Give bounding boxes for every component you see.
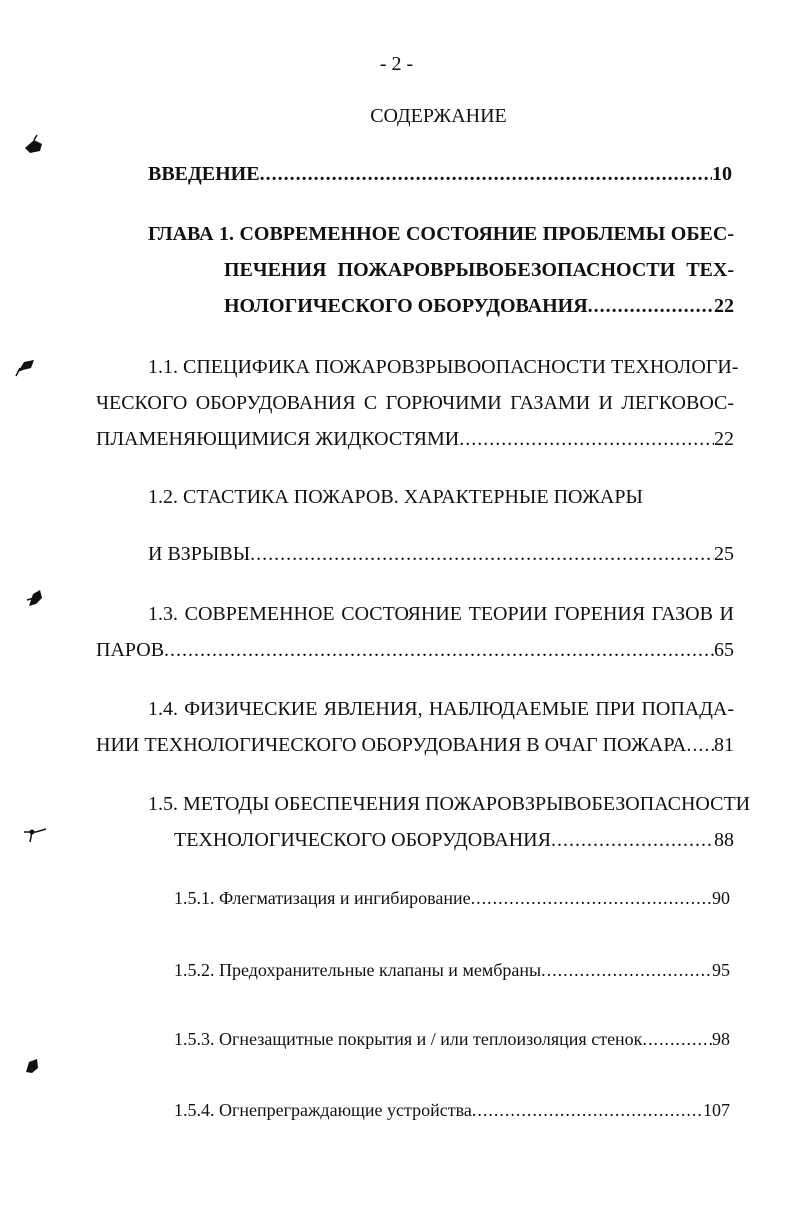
toc-page: 95 — [712, 960, 730, 980]
toc-label: ПАРОВ — [96, 639, 165, 661]
toc-subsection-1-5-1[interactable] — [174, 886, 730, 910]
scan-speck-icon — [22, 134, 46, 156]
toc-page: 98 — [712, 1029, 730, 1049]
toc-section-1-3-line1[interactable]: 1.3. СОВРЕМЕННОЕ СОСТОЯНИЕ ТЕОРИИ ГОРЕНИЯ ГАЗОВ И — [148, 603, 734, 625]
toc-page: 25 — [714, 543, 734, 565]
toc-label: 1.5.2. Предохранительные клапаны и мембраны — [174, 960, 542, 980]
toc-label: 1.5.4. Огнепреграждающие устройства — [174, 1100, 472, 1120]
toc-leader — [642, 1027, 712, 1051]
toc-section-1-1-line2[interactable]: ЧЕСКОГО ОБОРУДОВАНИЯ С ГОРЮЧИМИ ГАЗАМИ И ЛЕГКОВОС- — [96, 392, 734, 414]
toc-label: И ВЗРЫВЫ — [148, 543, 251, 565]
toc-subsection-1-5-2[interactable] — [174, 958, 730, 982]
toc-label: НИИ ТЕХНОЛОГИЧЕСКОГО ОБОРУДОВАНИЯ В ОЧАГ ПОЖАРА — [96, 734, 687, 756]
scan-speck-icon — [14, 356, 38, 378]
toc-page: 88 — [714, 829, 734, 851]
toc-section-1-5-line2[interactable] — [174, 828, 734, 852]
toc-section-1-2-line1[interactable]: 1.2. СТАСТИКА ПОЖАРОВ. ХАРАКТЕРНЫЕ ПОЖАРЫ — [148, 486, 643, 508]
toc-page: 22 — [714, 295, 734, 317]
toc-section-1-5-line1[interactable]: 1.5. МЕТОДЫ ОБЕСПЕЧЕНИЯ ПОЖАРОВЗРЫВОБЕЗОПАСНОСТИ — [148, 793, 751, 815]
toc-entry-intro[interactable] — [148, 162, 732, 186]
toc-leader — [551, 828, 714, 852]
scan-speck-icon — [22, 824, 50, 844]
scan-speck-icon — [22, 1056, 42, 1076]
toc-page: 81 — [714, 734, 734, 756]
toc-section-1-4-line1[interactable]: 1.4. ФИЗИЧЕСКИЕ ЯВЛЕНИЯ, НАБЛЮДАЕМЫЕ ПРИ ПОПАДА- — [148, 698, 734, 720]
toc-section-1-3-line2[interactable] — [96, 638, 734, 662]
toc-chapter1-line3[interactable] — [224, 294, 734, 318]
toc-section-1-2-line2[interactable] — [148, 542, 734, 566]
toc-section-1-1-line1[interactable]: 1.1. СПЕЦИФИКА ПОЖАРОВЗРЫВООПАСНОСТИ ТЕХНОЛОГИ- — [148, 356, 739, 378]
toc-subsection-1-5-4[interactable] — [174, 1098, 730, 1122]
toc-leader — [686, 733, 714, 757]
toc-page: 22 — [714, 428, 734, 450]
toc-label: 1.5.3. Огнезащитные покрытия и / или теплоизоляция стенок — [174, 1029, 643, 1049]
toc-page: 107 — [703, 1100, 730, 1120]
toc-leader — [588, 294, 714, 318]
toc-chapter1-line2[interactable]: ПЕЧЕНИЯ ПОЖАРОВРЫВОБЕЗОПАСНОСТИ ТЕХ- — [224, 259, 734, 281]
toc-subsection-1-5-3[interactable] — [174, 1027, 730, 1051]
toc-leader — [260, 162, 712, 186]
toc-leader — [471, 886, 712, 910]
toc-label: ВВЕДЕНИЕ — [148, 163, 260, 185]
toc-leader — [472, 1098, 703, 1122]
toc-page: 10 — [712, 163, 732, 185]
toc-label: НОЛОГИЧЕСКОГО ОБОРУДОВАНИЯ — [224, 295, 588, 317]
toc-leader — [541, 958, 712, 982]
page-title: СОДЕРЖАНИЕ — [370, 105, 507, 127]
toc-label: 1.5.1. Флегматизация и ингибирование — [174, 888, 471, 908]
toc-section-1-4-line2[interactable] — [96, 733, 734, 757]
toc-leader — [164, 638, 714, 662]
toc-leader — [459, 427, 714, 451]
toc-page: 90 — [712, 888, 730, 908]
toc-leader — [250, 542, 714, 566]
toc-label: ТЕХНОЛОГИЧЕСКОГО ОБОРУДОВАНИЯ — [174, 829, 551, 851]
toc-page: 65 — [714, 639, 734, 661]
toc-section-1-1-line3[interactable] — [96, 427, 734, 451]
toc-chapter1-line1[interactable]: ГЛАВА 1. СОВРЕМЕННОЕ СОСТОЯНИЕ ПРОБЛЕМЫ ОБЕС- — [148, 223, 734, 245]
scan-speck-icon — [24, 588, 46, 610]
page-number: - 2 - — [379, 53, 414, 75]
toc-label: ПЛАМЕНЯЮЩИМИСЯ ЖИДКОСТЯМИ — [96, 428, 460, 450]
